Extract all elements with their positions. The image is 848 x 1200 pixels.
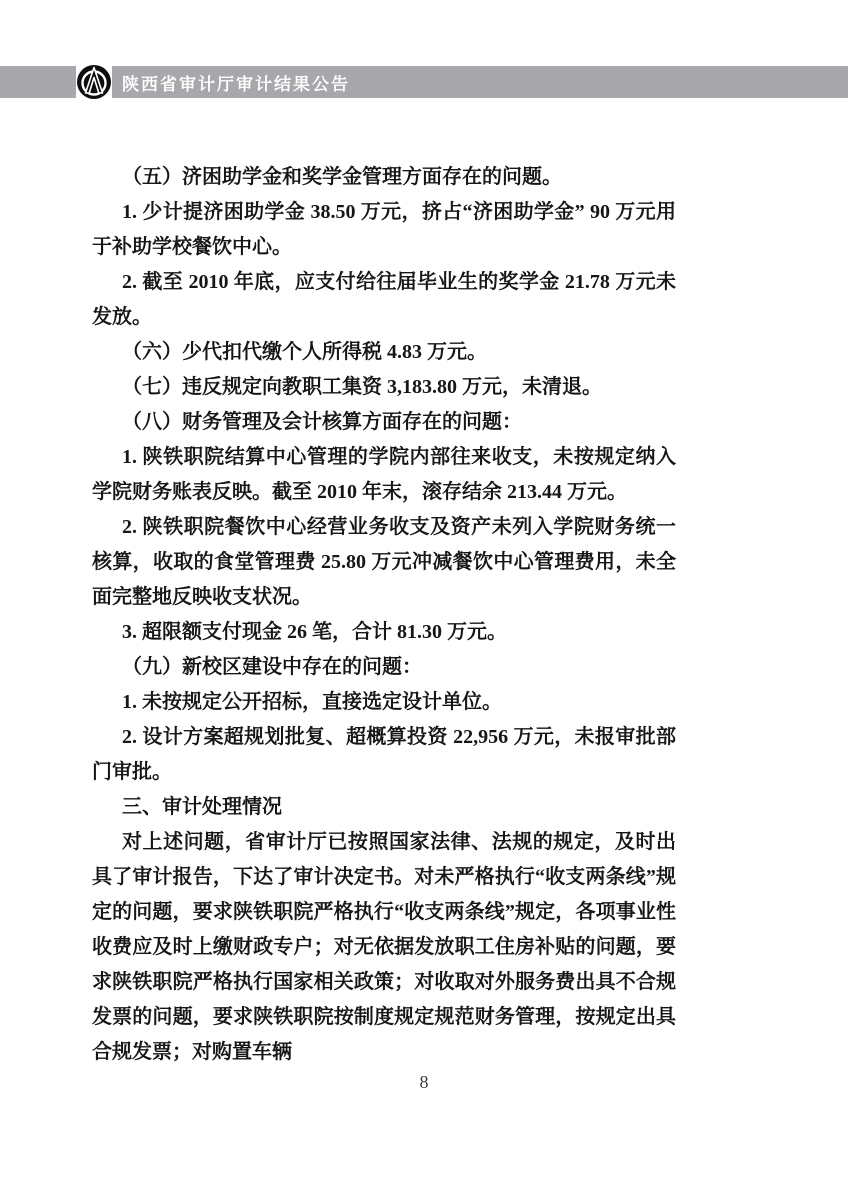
- heading-section-6: （六）少代扣代缴个人所得税 4.83 万元。: [122, 341, 487, 363]
- item-9-2: 2. 设计方案超规划批复、超概算投资 22,956 万元，未报审批部门审批。: [92, 726, 676, 783]
- audit-emblem-icon: [76, 64, 112, 100]
- item-5-1: 1. 少计提济困助学金 38.50 万元，挤占“济困助学金” 90 万元用于补助学校餐饮中心。: [92, 201, 676, 258]
- heading-part-3: 三、审计处理情况: [122, 796, 282, 818]
- document-body: [92, 160, 676, 1070]
- logo-box: [76, 61, 112, 103]
- item-9-1: 1. 未按规定公开招标，直接选定设计单位。: [122, 691, 502, 713]
- item-5-2: 2. 截至 2010 年底，应支付给往届毕业生的奖学金 21.78 万元未发放。: [92, 271, 676, 328]
- item-8-3: 3. 超限额支付现金 26 笔，合计 81.30 万元。: [122, 621, 507, 643]
- heading-section-5: （五）济困助学金和奖学金管理方面存在的问题。: [122, 166, 562, 188]
- header-bar: [0, 66, 848, 98]
- heading-section-8: （八）财务管理及会计核算方面存在的问题：: [122, 411, 522, 433]
- paragraph-audit-handling: 对上述问题，省审计厅已按照国家法律、法规的规定，及时出具了审计报告，下达了审计决定书。对未严格执行“收支两条线”规定的问题，要求陕铁职院严格执行“收支两条线”规定，各项事业性收费应及时上缴财政专户；对无依据发放职工住房补贴的问题，要求陕铁职院严格执行国家相关政策；对收取对外服务费出具不合规发票的问题，要求陕铁职院按制度规定规范财务管理，按规定出具合规发票；对购置车辆: [92, 831, 676, 1063]
- item-8-1: 1. 陕铁职院结算中心管理的学院内部往来收支，未按规定纳入学院财务账表反映。截至 2010 年末，滚存结余 213.44 万元。: [92, 446, 676, 503]
- header-title: 陕西省审计厅审计结果公告: [122, 74, 350, 94]
- item-8-2: 2. 陕铁职院餐饮中心经营业务收支及资产未列入学院财务统一核算，收取的食堂管理费 25.80 万元冲减餐饮中心管理费用，未全面完整地反映收支状况。: [92, 516, 676, 608]
- page-number: 8: [419, 1072, 429, 1092]
- heading-section-9: （九）新校区建设中存在的问题：: [122, 656, 422, 678]
- heading-section-7: （七）违反规定向教职工集资 3,183.80 万元，未清退。: [122, 376, 602, 398]
